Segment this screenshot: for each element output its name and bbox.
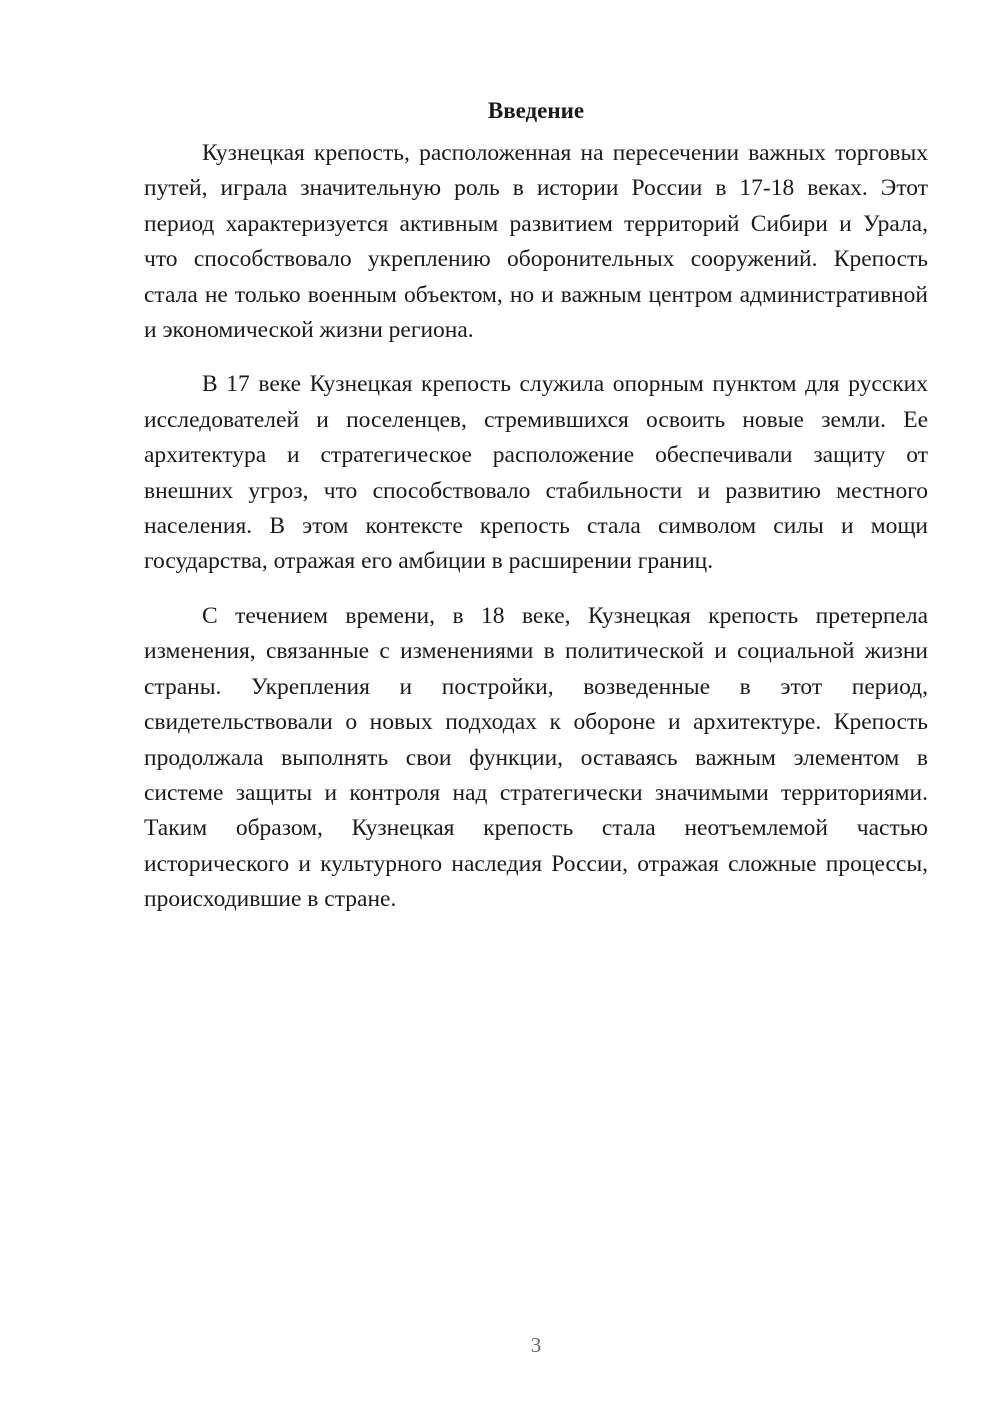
page-number: 3	[530, 1333, 542, 1357]
paragraph-1: Кузнецкая крепость, расположенная на пересечении важных торговых путей, играла значительную роль в истории России в 17-18 веках. Этот период характеризуется активным развитием территорий Сибири и Урала, что способствовало укреплению оборонительных сооружений. Крепость стала не только военным объектом, но и важным центром административной и экономической жизни региона.	[144, 140, 928, 344]
section-heading: Введение	[487, 98, 585, 123]
paragraph-3: С течением времени, в 18 веке, Кузнецкая крепость претерпела изменения, связанные с изменениями в политической и социальной жизни страны. Укрепления и постройки, возведенные в этот период, свидетельствовали о новых подходах к обороне и архитектуре. Крепость продолжала выполнять свои функции, оставаясь важным элементом в системе защиты и контроля над стратегически значимыми территориями. Таким образом, Кузнецкая крепость стала неотъемлемой частью исторического и культурного наследия России, отражая сложные процессы, происходившие в стране.	[144, 602, 928, 913]
paragraph-2: В 17 веке Кузнецкая крепость служила опорным пунктом для русских исследователей и поселенцев, стремившихся освоить новые земли. Ее архитектура и стратегическое расположение обеспечивали защиту от внешних угроз, что способствовало стабильности и развитию местного населения. В этом контексте крепость стала символом силы и мощи государства, отражая его амбиции в расширении границ.	[144, 371, 928, 575]
page-content	[144, 96, 928, 937]
